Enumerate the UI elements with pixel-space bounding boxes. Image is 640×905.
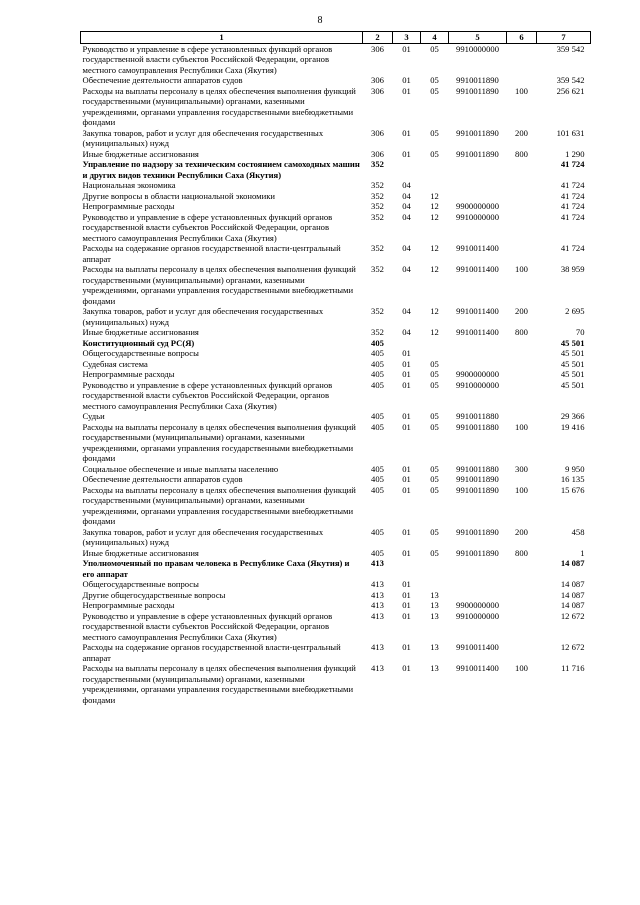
- row-target-article: [449, 359, 507, 370]
- row-section-code: 01: [402, 589, 411, 600]
- row-target-article: 9910000000: [456, 610, 499, 621]
- row-section-code: 04: [402, 243, 411, 253]
- row-expense-type: 100: [515, 421, 528, 432]
- row-expense-type: [507, 338, 537, 349]
- row-expense-type: [507, 611, 537, 643]
- row-amount: 12 672: [560, 642, 585, 652]
- row-description: Управление по надзору за техническим состоянием самоходных машин и других видов техники Республики Саха (Якутия): [82, 159, 360, 180]
- row-subsection-code: 05: [430, 379, 439, 390]
- row-ministry-code: 306: [371, 43, 384, 54]
- row-subsection-code: 05: [430, 43, 439, 54]
- row-target-article: 9910011890: [456, 75, 499, 85]
- row-target-article: 9900000000: [456, 600, 499, 610]
- row-target-article: 9910011400: [456, 663, 499, 673]
- row-expense-type: [507, 642, 537, 663]
- row-amount: 45 501: [560, 369, 585, 379]
- row-description: Расходы на выплаты персоналу в целях обеспечения выполнения функций государственными (муниципальными) органами, казенными учреждениями, органами управления государственными внебюджетными фондами: [82, 484, 356, 526]
- row-ministry-code: 405: [371, 484, 384, 495]
- row-section-code: 01: [402, 358, 411, 369]
- row-amount: 45 501: [560, 348, 585, 358]
- table-row: [81, 359, 591, 370]
- row-section-code: 01: [402, 526, 411, 537]
- row-description: Судьи: [82, 411, 105, 421]
- table-row: [81, 159, 591, 180]
- row-section-code: 01: [402, 474, 411, 484]
- row-target-article: [449, 338, 507, 349]
- row-target-article: 9910011890: [456, 526, 499, 537]
- row-description: Конституционный суд РС(Я): [82, 337, 195, 348]
- row-ministry-code: 352: [371, 201, 384, 211]
- table-row: [81, 464, 591, 475]
- table-row: [81, 180, 591, 191]
- row-target-article: [449, 180, 507, 191]
- row-expense-type: [507, 212, 537, 244]
- table-row: [81, 485, 591, 527]
- row-section-code: 01: [402, 75, 411, 85]
- row-ministry-code: 306: [371, 85, 384, 96]
- table-row: [81, 348, 591, 359]
- row-subsection-code: [421, 338, 449, 349]
- table-row: [81, 306, 591, 327]
- row-subsection-code: 13: [430, 589, 439, 600]
- row-ministry-code: 413: [371, 600, 384, 610]
- row-ministry-code: 405: [371, 421, 384, 432]
- row-subsection-code: 12: [430, 327, 439, 337]
- row-expense-type: [507, 600, 537, 611]
- column-header: 2: [363, 32, 393, 44]
- row-expense-type: 100: [515, 85, 528, 96]
- row-description: Непрограммные расходы: [82, 369, 175, 379]
- row-target-article: 9910011880: [456, 463, 499, 474]
- row-subsection-code: [421, 558, 449, 579]
- row-subsection-code: 05: [430, 463, 439, 474]
- row-ministry-code: 405: [371, 547, 384, 558]
- table-row: [81, 642, 591, 663]
- row-ministry-code: 352: [371, 306, 384, 316]
- row-target-article: 9910011880: [456, 421, 499, 432]
- row-description: Уполномоченный по правам человека в Республике Саха (Якутия) и его аппарат: [82, 558, 350, 579]
- row-ministry-code: 413: [371, 579, 384, 589]
- row-subsection-code: [421, 579, 449, 590]
- row-ministry-code: 352: [371, 327, 384, 337]
- row-description: Руководство и управление в сфере установленных функций органов государственной власти субъектов Российской Федерации, органов местного самоуправления Республики Саха (Якутия): [82, 610, 333, 642]
- row-expense-type: 300: [515, 463, 528, 474]
- row-description: Общегосударственные вопросы: [82, 348, 199, 358]
- row-subsection-code: 05: [430, 421, 439, 432]
- table-row: [81, 43, 591, 75]
- row-expense-type: 200: [515, 306, 528, 316]
- row-description: Расходы на содержание органов государственной власти-центральный аппарат: [82, 642, 341, 663]
- row-amount: 41 724: [560, 159, 585, 169]
- row-expense-type: [507, 348, 537, 359]
- row-section-code: 01: [402, 148, 411, 159]
- table-row: [81, 558, 591, 579]
- table-row: [81, 369, 591, 380]
- column-header: 1: [81, 32, 363, 44]
- row-subsection-code: 12: [430, 243, 439, 253]
- row-amount: 359 542: [556, 43, 585, 54]
- row-section-code: 01: [402, 610, 411, 621]
- table-row: [81, 338, 591, 349]
- row-amount: 1: [580, 547, 585, 558]
- row-amount: 45 501: [560, 337, 585, 348]
- row-amount: 1 290: [565, 148, 585, 159]
- row-subsection-code: 05: [430, 358, 439, 369]
- row-section-code: 01: [402, 421, 411, 432]
- row-amount: 14 087: [560, 600, 585, 610]
- row-section-code: [393, 159, 421, 180]
- row-amount: 256 621: [556, 85, 585, 96]
- row-description: Руководство и управление в сфере установленных функций органов государственной власти субъектов Российской Федерации, органов местного самоуправления Республики Саха (Якутия): [82, 379, 333, 411]
- row-section-code: 01: [402, 663, 411, 673]
- row-description: Национальная экономика: [82, 180, 176, 190]
- row-description: Иные бюджетные ассигнования: [82, 148, 199, 159]
- row-section-code: 01: [402, 642, 411, 652]
- row-expense-type: [507, 243, 537, 264]
- row-subsection-code: 05: [430, 547, 439, 558]
- row-section-code: 01: [402, 411, 411, 421]
- row-target-article: [449, 590, 507, 601]
- row-ministry-code: 306: [371, 75, 384, 85]
- row-amount: 41 724: [560, 211, 585, 222]
- row-amount: 12 672: [560, 610, 585, 621]
- row-target-article: [449, 348, 507, 359]
- column-header: 7: [537, 32, 591, 44]
- row-ministry-code: 352: [371, 264, 384, 274]
- row-target-article: 9910011890: [456, 474, 499, 484]
- row-amount: 9 950: [565, 463, 585, 474]
- row-description: Непрограммные расходы: [82, 201, 175, 211]
- table-row: [81, 600, 591, 611]
- row-target-article: 9910000000: [456, 211, 499, 222]
- row-subsection-code: 12: [430, 201, 439, 211]
- row-expense-type: [507, 369, 537, 380]
- row-amount: 41 724: [560, 243, 585, 253]
- row-description: Обеспечение деятельности аппаратов судов: [82, 75, 243, 85]
- row-subsection-code: 05: [430, 75, 439, 85]
- table-row: [81, 264, 591, 306]
- row-description: Иные бюджетные ассигнования: [82, 547, 199, 558]
- row-ministry-code: 405: [371, 358, 384, 369]
- row-expense-type: [507, 380, 537, 412]
- column-header: 5: [449, 32, 507, 44]
- row-ministry-code: 413: [371, 558, 384, 568]
- row-ministry-code: 413: [371, 642, 384, 652]
- table-row: [81, 75, 591, 86]
- row-expense-type: [507, 579, 537, 590]
- column-header: 4: [421, 32, 449, 44]
- row-amount: 70: [575, 327, 585, 337]
- row-expense-type: 100: [515, 484, 528, 495]
- row-section-code: [393, 558, 421, 579]
- row-target-article: 9910011890: [456, 85, 499, 96]
- table-row: [81, 422, 591, 464]
- row-target-article: 9910011880: [456, 411, 499, 421]
- row-amount: 11 716: [561, 663, 585, 673]
- row-amount: 101 631: [556, 127, 585, 138]
- row-ministry-code: 413: [371, 610, 384, 621]
- row-ministry-code: 352: [371, 190, 384, 201]
- row-description: Закупка товаров, работ и услуг для обеспечения государственных (муниципальных) нужд: [82, 306, 324, 327]
- row-ministry-code: 306: [371, 148, 384, 159]
- table-row: [81, 474, 591, 485]
- row-subsection-code: 05: [430, 526, 439, 537]
- row-ministry-code: 352: [371, 243, 384, 253]
- row-amount: 45 501: [560, 358, 585, 369]
- row-ministry-code: 405: [371, 348, 384, 358]
- row-target-article: 9910011400: [456, 642, 499, 652]
- row-description: Другие вопросы в области национальной экономики: [82, 190, 275, 201]
- row-amount: 359 542: [556, 75, 585, 85]
- row-section-code: 01: [402, 348, 411, 358]
- table-row: [81, 86, 591, 128]
- column-header: 6: [507, 32, 537, 44]
- row-target-article: 9900000000: [456, 369, 499, 379]
- row-ministry-code: 405: [371, 463, 384, 474]
- row-target-article: 9910011890: [456, 148, 499, 159]
- row-amount: 14 087: [560, 589, 585, 600]
- row-expense-type: [507, 201, 537, 212]
- table-row: [81, 128, 591, 149]
- row-section-code: 01: [402, 547, 411, 558]
- row-expense-type: [507, 191, 537, 202]
- row-target-article: [449, 579, 507, 590]
- row-description: Руководство и управление в сфере установленных функций органов государственной власти субъектов Российской Федерации, органов местного самоуправления Республики Саха (Якутия): [82, 211, 333, 243]
- row-amount: 2 695: [565, 306, 585, 316]
- row-expense-type: [507, 43, 537, 75]
- row-subsection-code: 05: [430, 484, 439, 495]
- row-expense-type: [507, 590, 537, 601]
- row-target-article: 9910011890: [456, 547, 499, 558]
- row-target-article: 9910011890: [456, 127, 499, 138]
- row-ministry-code: 405: [371, 411, 384, 421]
- row-section-code: 04: [402, 201, 411, 211]
- row-target-article: 9910011400: [456, 264, 499, 274]
- table-row: [81, 380, 591, 412]
- row-subsection-code: 05: [430, 369, 439, 379]
- row-target-article: 9910011400: [456, 327, 499, 337]
- row-description: Иные бюджетные ассигнования: [82, 327, 199, 337]
- row-ministry-code: 405: [371, 369, 384, 379]
- row-section-code: 04: [402, 306, 411, 316]
- row-target-article: [449, 191, 507, 202]
- row-target-article: [449, 558, 507, 579]
- row-section-code: 04: [402, 180, 411, 190]
- row-ministry-code: 352: [371, 159, 384, 169]
- row-expense-type: 800: [515, 547, 528, 558]
- row-subsection-code: 05: [430, 411, 439, 421]
- row-subsection-code: 13: [430, 600, 439, 610]
- table-row: [81, 243, 591, 264]
- row-description: Расходы на выплаты персоналу в целях обеспечения выполнения функций государственными (муниципальными) органами, казенными учреждениями, органами управления государственными внебюджетными фондами: [82, 85, 356, 127]
- row-expense-type: [507, 558, 537, 579]
- row-amount: 38 959: [560, 264, 585, 274]
- row-description: Расходы на выплаты персоналу в целях обеспечения выполнения функций государственными (муниципальными) органами, казенными учреждениями, органами управления государственными внебюджетными фондами: [82, 264, 356, 306]
- row-expense-type: 200: [515, 526, 528, 537]
- row-section-code: [393, 338, 421, 349]
- page-number: 8: [317, 15, 323, 26]
- row-description: Закупка товаров, работ и услуг для обеспечения государственных (муниципальных) нужд: [82, 526, 324, 547]
- table-row: [81, 411, 591, 422]
- row-section-code: 01: [402, 484, 411, 495]
- row-description: Закупка товаров, работ и услуг для обеспечения государственных (муниципальных) нужд: [82, 127, 324, 148]
- table-row: [81, 327, 591, 338]
- row-subsection-code: 05: [430, 127, 439, 138]
- row-amount: 29 366: [560, 411, 585, 421]
- row-ministry-code: 413: [371, 589, 384, 600]
- row-section-code: 01: [402, 85, 411, 96]
- table-row: [81, 663, 591, 705]
- row-target-article: 9910011400: [456, 243, 499, 253]
- table-row: [81, 191, 591, 202]
- row-section-code: 04: [402, 190, 411, 201]
- row-ministry-code: 405: [371, 337, 384, 348]
- row-amount: 19 416: [560, 421, 585, 432]
- row-description: Судебная система: [82, 358, 148, 369]
- row-section-code: 04: [402, 264, 411, 274]
- row-ministry-code: 405: [371, 474, 384, 484]
- row-section-code: 04: [402, 211, 411, 222]
- row-amount: 15 676: [560, 484, 585, 495]
- row-expense-type: 100: [515, 264, 528, 274]
- row-target-article: [449, 159, 507, 180]
- row-ministry-code: 405: [371, 379, 384, 390]
- row-amount: 14 087: [560, 579, 585, 589]
- row-subsection-code: 13: [430, 610, 439, 621]
- row-expense-type: [507, 359, 537, 370]
- row-description: Расходы на содержание органов государственной власти-центральный аппарат: [82, 243, 341, 264]
- row-subsection-code: 05: [430, 148, 439, 159]
- row-expense-type: 200: [515, 127, 528, 138]
- row-section-code: 01: [402, 127, 411, 138]
- table-row: [81, 548, 591, 559]
- row-subsection-code: 12: [430, 211, 439, 222]
- budget-table: [80, 31, 591, 705]
- row-subsection-code: 05: [430, 474, 439, 484]
- row-amount: 14 087: [560, 558, 585, 568]
- table-row: [81, 579, 591, 590]
- row-expense-type: 100: [515, 663, 528, 673]
- row-amount: 41 724: [560, 201, 585, 211]
- row-section-code: 01: [402, 379, 411, 390]
- row-expense-type: [507, 474, 537, 485]
- row-ministry-code: 352: [371, 211, 384, 222]
- row-section-code: 01: [402, 369, 411, 379]
- row-subsection-code: [421, 159, 449, 180]
- row-description: Социальное обеспечение и иные выплаты населению: [82, 463, 279, 474]
- row-section-code: 01: [402, 579, 411, 589]
- table-body: [81, 43, 591, 705]
- row-description: Другие общегосударственные вопросы: [82, 589, 226, 600]
- table-row: [81, 149, 591, 160]
- row-description: Непрограммные расходы: [82, 600, 175, 610]
- table-row: [81, 611, 591, 643]
- row-amount: 458: [571, 526, 585, 537]
- table-row: [81, 201, 591, 212]
- row-amount: 16 135: [560, 474, 585, 484]
- row-description: Руководство и управление в сфере установленных функций органов государственной власти субъектов Российской Федерации, органов местного самоуправления Республики Саха (Якутия): [82, 43, 333, 75]
- row-expense-type: [507, 180, 537, 191]
- row-ministry-code: 352: [371, 180, 384, 190]
- row-target-article: 9910000000: [456, 379, 499, 390]
- row-expense-type: [507, 75, 537, 86]
- row-section-code: 01: [402, 600, 411, 610]
- row-section-code: 01: [402, 43, 411, 54]
- table-row: [81, 527, 591, 548]
- row-ministry-code: 306: [371, 127, 384, 138]
- row-description: Общегосударственные вопросы: [82, 579, 199, 589]
- column-header: 3: [393, 32, 421, 44]
- row-expense-type: 800: [515, 327, 528, 337]
- row-target-article: 9910011400: [456, 306, 499, 316]
- row-description: Расходы на выплаты персоналу в целях обеспечения выполнения функций государственными (муниципальными) органами, казенными учреждениями, органами управления государственными внебюджетными фондами: [82, 421, 356, 463]
- row-expense-type: [507, 159, 537, 180]
- row-target-article: 9900000000: [456, 201, 499, 211]
- row-description: Расходы на выплаты персоналу в целях обеспечения выполнения функций государственными (муниципальными) органами, казенными учреждениями, органами управления государственными внебюджетными фондами: [82, 663, 356, 705]
- row-target-article: 9910000000: [456, 43, 499, 54]
- row-subsection-code: 13: [430, 663, 439, 673]
- row-ministry-code: 413: [371, 663, 384, 673]
- row-expense-type: 800: [515, 148, 528, 159]
- row-amount: 45 501: [560, 379, 585, 390]
- row-section-code: 04: [402, 327, 411, 337]
- row-subsection-code: 13: [430, 642, 439, 652]
- row-subsection-code: [421, 180, 449, 191]
- row-description: Обеспечение деятельности аппаратов судов: [82, 474, 243, 484]
- row-subsection-code: 12: [430, 264, 439, 274]
- row-ministry-code: 405: [371, 526, 384, 537]
- row-expense-type: [507, 411, 537, 422]
- row-section-code: 01: [402, 463, 411, 474]
- table-row: [81, 590, 591, 601]
- row-target-article: 9910011890: [456, 484, 499, 495]
- table-row: [81, 212, 591, 244]
- row-subsection-code: 05: [430, 85, 439, 96]
- row-subsection-code: 12: [430, 190, 439, 201]
- row-amount: 41 724: [560, 190, 585, 201]
- row-amount: 41 724: [560, 180, 585, 190]
- row-subsection-code: 12: [430, 306, 439, 316]
- row-subsection-code: [421, 348, 449, 359]
- table-header-row: [81, 32, 591, 44]
